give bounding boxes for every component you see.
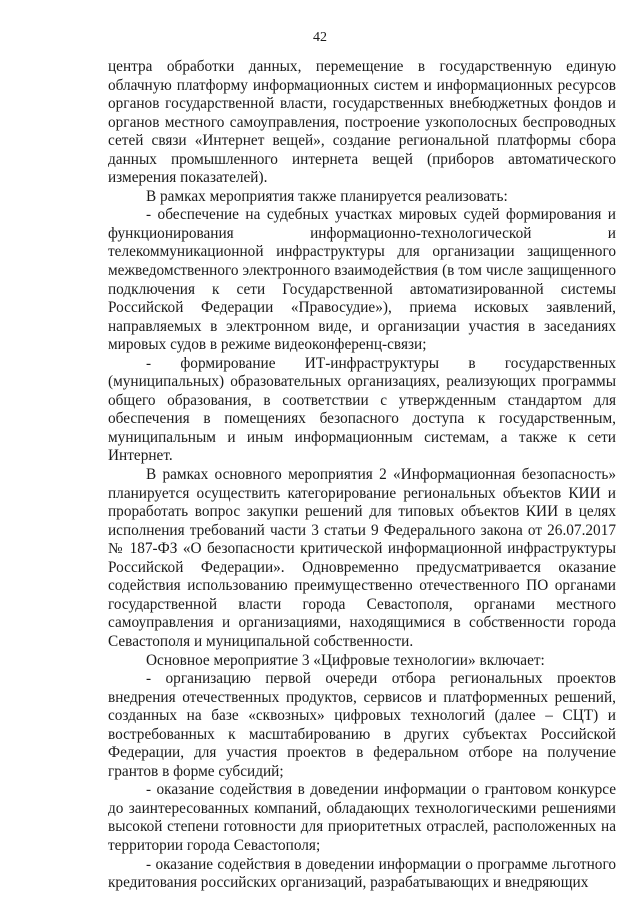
list-item-grant-information: - оказание содействия в доведении информации о грантовом конкурсе до заинтересованных компаний, обладающих технологическими решениями высокой степени готовности для приоритетных отраслей, расположенных на территории города Севастополя; — [108, 781, 616, 854]
list-item-credit-program: - оказание содействия в доведении информации о программе льготного кредитования российских организаций, разрабатывающих и внедряющих — [108, 855, 616, 892]
list-item-schools-infrastructure: - формирование ИТ-инфраструктуры в государственных (муниципальных) образовательных организациях, реализующих программы общего образования, в соответствии с утвержденным стандартом для обеспечения в помещениях безопасного доступа к государственным, муниципальным и иным информационным системам, а также к сети Интернет. — [108, 354, 616, 465]
document-body — [108, 58, 616, 893]
paragraph-continuation: центра обработки данных, перемещение в государственную единую облачную платформу информационных систем и информационных ресурсов органов государственной власти, государственных внебюджетных фондов и органов местного самоуправления, построение узкополосных беспроводных сетей связи «Интернет вещей», создание региональной платформы сбора данных промышленного интернета вещей (приборов автоматического измерения показателей). — [108, 58, 616, 187]
paragraph-digital-technologies-intro: Основное мероприятие 3 «Цифровые технологии» включает: — [146, 651, 545, 669]
paragraph-information-security: В рамках основного мероприятия 2 «Информационная безопасность» планируется осуществить категорирование региональных объектов КИИ и проработать вопрос закупки решений для типовых объектов КИИ в целях исполнения требований части 3 статьи 9 Федерального закона от 26.07.2017 № 187-ФЗ «О безопасности критической информационной инфраструктуры Российской Федерации». Одновременно предусматривается оказание содействия использованию преимущественно отечественного ПО органами государственной власти города Севастополя, органами местного самоуправления и организациями, находящимися в собственности города Севастополя и муниципальной собственности. — [108, 466, 616, 650]
page-number: 42 — [313, 30, 327, 45]
paragraph-planned-measures-intro: В рамках мероприятия также планируется реализовать: — [146, 187, 508, 205]
list-item-courts-infrastructure: - обеспечение на судебных участках мировых судей формирования и функционирования информационно-технологической и телекоммуникационной инфраструктуры для организации защищенного межведомственного электронного взаимодействия (в том числе защищенного подключения к сети Государственной автоматизированной системы Российской Федерации «Правосудие»), приема исковых заявлений, направляемых в электронном виде, и организации участия в заседаниях мировых судов в режиме видеоконференц-связи; — [108, 206, 616, 354]
list-item-project-selection: - организацию первой очереди отбора региональных проектов внедрения отечественных продуктов, сервисов и платформенных решений, созданных на базе «сквозных» цифровых технологий (далее – СЦТ) и востребованных к масштабированию в других субъектах Российской Федерации, для участия проектов в федеральном отборе на получение грантов в форме субсидий; — [108, 670, 616, 780]
